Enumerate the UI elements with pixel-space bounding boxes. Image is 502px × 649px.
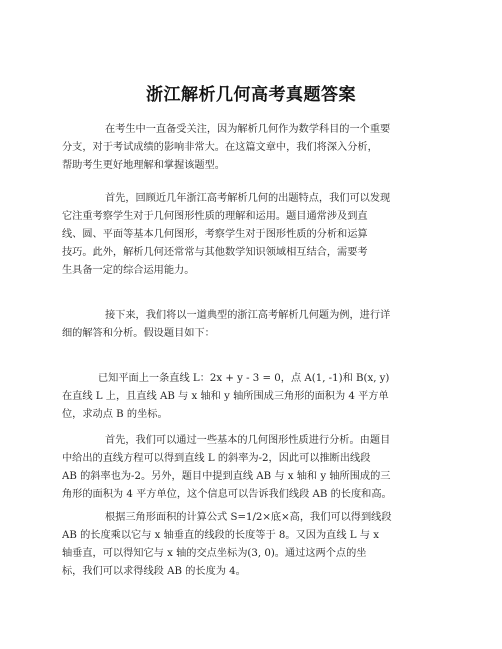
paragraph-line: 标，我们可以求得线段 AB 的长度为 4。 [62, 566, 246, 577]
paragraph-line: 线、圆、平面等基本几何图形，考察学生对于图形性质的分析和运算 [62, 229, 368, 240]
paragraph-line: 帮助考生更好地理解和掌握该题型。 [62, 160, 225, 171]
paragraph-line: 首先，回顾近几年浙江高考解析几何的出题特点，我们可以发现 [105, 193, 391, 204]
paragraph-line: 根据三角形面积的计算公式 S=1/2×底×高，我们可以得到线段 [105, 512, 392, 523]
paragraph-line: 位，求动点 B 的坐标。 [62, 409, 168, 420]
paragraph-line: 它注重考察学生对于几何图形性质的理解和运用。题目通常涉及到直 [62, 211, 368, 222]
paragraph-line: 技巧。此外，解析几何还常常与其他数学知识领域相互结合，需要考 [62, 247, 368, 258]
paragraph-line: AB 的斜率也为-2。另外，题目中提到直线 AB 与 x 轴和 y 轴所围成的三 [62, 471, 391, 482]
paragraph-line: 首先，我们可以通过一些基本的几何图形性质进行分析。由题目 [105, 435, 391, 446]
paragraph-line: 接下来，我们将以一道典型的浙江高考解析几何题为例，进行详 [105, 310, 391, 321]
paragraph-line: 分支，对于考试成绩的影响非常大。在这篇文章中，我们将深入分析， [62, 142, 378, 153]
paragraph-line: 中给出的直线方程可以得到直线 L 的斜率为-2，因此可以推断出线段 [62, 453, 371, 464]
paragraph-line: 在考生中一直备受关注，因为解析几何作为数学科目的一个重要 [105, 124, 391, 135]
paragraph-intro [62, 121, 442, 175]
paragraph-example-intro [62, 307, 442, 343]
paragraph-line: 已知平面上一条直线 L：2x + y - 3 = 0，点 A(1, -1)和 B(x, y) [98, 373, 390, 384]
paragraph-line: 细的解答和分析。假设题目如下： [62, 328, 215, 339]
paragraph-line: 在直线 L 上，且直线 AB 与 x 轴和 y 轴所围成三角形的面积为 4 平方单 [62, 391, 389, 402]
paragraph-analysis [62, 432, 442, 504]
paragraph-problem [62, 370, 442, 424]
paragraph-line: 轴垂直，可以得知它与 x 轴的交点坐标为(3, 0)。通过这两个点的坐 [62, 548, 367, 559]
paragraph-line: 生具备一定的综合运用能力。 [62, 265, 195, 276]
paragraph-line: 角形的面积为 4 平方单位，这个信息可以告诉我们线段 AB 的长度和高。 [62, 489, 392, 500]
paragraph-solution [62, 509, 442, 581]
document-title: 浙江解析几何高考真题答案 [146, 85, 356, 105]
paragraph-line: AB 的长度乘以它与 x 轴垂直的线段的长度等于 8。又因为直线 L 与 x [62, 530, 379, 541]
paragraph-features [62, 190, 442, 280]
